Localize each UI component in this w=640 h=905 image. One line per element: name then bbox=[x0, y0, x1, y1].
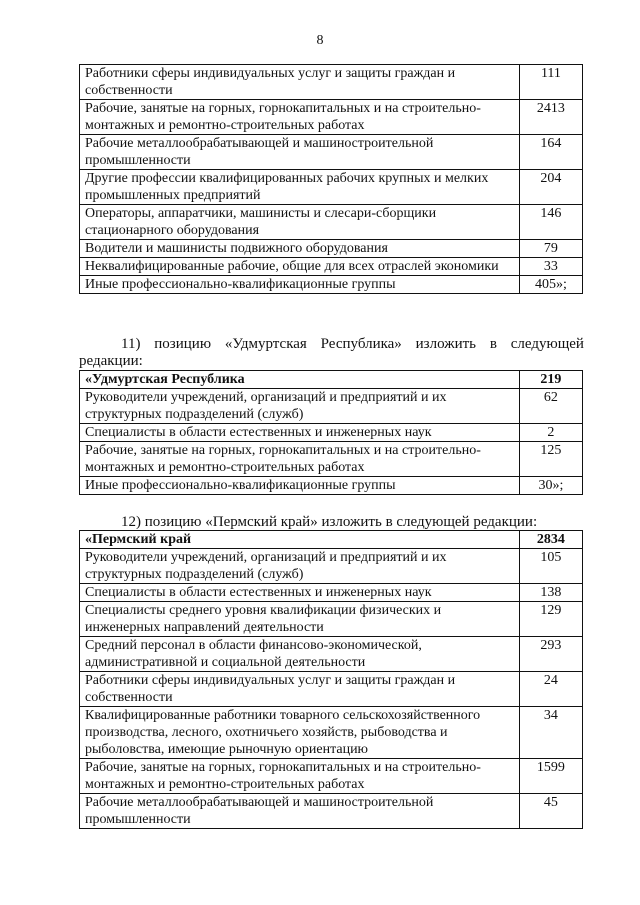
row-name: Другие профессии квалифицированных рабочих крупных и мелких промышленных предприятий bbox=[80, 170, 520, 205]
row-value: 2 bbox=[519, 424, 582, 442]
region-total: 219 bbox=[519, 371, 582, 389]
paragraph-line: редакции: bbox=[79, 353, 143, 369]
paragraph-word: «Удмуртская bbox=[224, 336, 307, 352]
row-value: 293 bbox=[519, 637, 582, 672]
row-value: 129 bbox=[519, 602, 582, 637]
table-header-row bbox=[80, 371, 583, 389]
paragraph-word: 11) bbox=[121, 336, 141, 352]
row-name: Средний персонал в области финансово-экономической, административной и социальной деятельности bbox=[80, 637, 520, 672]
row-value: 45 bbox=[519, 794, 582, 829]
table-row bbox=[80, 276, 583, 294]
table-row bbox=[80, 135, 583, 170]
table-row bbox=[80, 477, 583, 495]
table-row bbox=[80, 794, 583, 829]
table-row bbox=[80, 759, 583, 794]
paragraph-line bbox=[79, 336, 584, 353]
row-value: 24 bbox=[519, 672, 582, 707]
table-perm bbox=[79, 530, 583, 829]
row-value: 34 bbox=[519, 707, 582, 759]
row-value: 2413 bbox=[519, 100, 582, 135]
row-name: Иные профессионально-квалификационные группы bbox=[80, 477, 520, 495]
row-name: Рабочие металлообрабатывающей и машиностроительной промышленности bbox=[80, 794, 520, 829]
table-continued bbox=[79, 64, 583, 294]
region-total: 2834 bbox=[519, 531, 582, 549]
row-value: 204 bbox=[519, 170, 582, 205]
table-row bbox=[80, 65, 583, 100]
table-row bbox=[80, 100, 583, 135]
paragraph-word: позицию bbox=[154, 336, 212, 352]
row-name: Руководители учреждений, организаций и предприятий и их структурных подразделений (служб) bbox=[80, 389, 520, 424]
region-name: «Пермский край bbox=[80, 531, 520, 549]
row-value: 30»; bbox=[519, 477, 582, 495]
table-row bbox=[80, 549, 583, 584]
row-name: Работники сферы индивидуальных услуг и защиты граждан и собственности bbox=[80, 672, 520, 707]
paragraph-word: в bbox=[489, 336, 497, 352]
paragraph-item-12: 12) позицию «Пермский край» изложить в следующей редакции: bbox=[121, 514, 538, 530]
table-row bbox=[80, 637, 583, 672]
table-udmurt bbox=[79, 370, 583, 495]
row-name: Операторы, аппаратчики, машинисты и слесари-сборщики стационарного оборудования bbox=[80, 205, 520, 240]
row-value: 146 bbox=[519, 205, 582, 240]
table-row bbox=[80, 205, 583, 240]
row-name: Работники сферы индивидуальных услуг и защиты граждан и собственности bbox=[80, 65, 520, 100]
table-row bbox=[80, 170, 583, 205]
region-name: «Удмуртская Республика bbox=[80, 371, 520, 389]
table-row bbox=[80, 584, 583, 602]
row-name: Неквалифицированные рабочие, общие для всех отраслей экономики bbox=[80, 258, 520, 276]
paragraph-item-11 bbox=[79, 336, 584, 370]
row-name: Руководители учреждений, организаций и предприятий и их структурных подразделений (служб) bbox=[80, 549, 520, 584]
row-value: 111 bbox=[519, 65, 582, 100]
row-name: Специалисты в области естественных и инженерных наук bbox=[80, 584, 520, 602]
row-value: 62 bbox=[519, 389, 582, 424]
page-number: 8 bbox=[316, 33, 324, 48]
row-value: 79 bbox=[519, 240, 582, 258]
row-value: 1599 bbox=[519, 759, 582, 794]
paragraph-word: изложить bbox=[415, 336, 476, 352]
row-name: Рабочие, занятые на горных, горнокапитальных и на строительно-монтажных и ремонтно-строительных работах bbox=[80, 759, 520, 794]
row-value: 33 bbox=[519, 258, 582, 276]
table-row bbox=[80, 672, 583, 707]
table-row bbox=[80, 707, 583, 759]
row-value: 105 bbox=[519, 549, 582, 584]
row-name: Рабочие, занятые на горных, горнокапитальных и на строительно-монтажных и ремонтно-строительных работах bbox=[80, 442, 520, 477]
row-name: Специалисты среднего уровня квалификации физических и инженерных направлений деятельности bbox=[80, 602, 520, 637]
row-value: 164 bbox=[519, 135, 582, 170]
paragraph-word: Республика» bbox=[320, 336, 402, 352]
row-value: 405»; bbox=[519, 276, 582, 294]
row-name: Рабочие, занятые на горных, горнокапитальных и на строительно-монтажных и ремонтно-строительных работах bbox=[80, 100, 520, 135]
row-name: Рабочие металлообрабатывающей и машиностроительной промышленности bbox=[80, 135, 520, 170]
row-value: 125 bbox=[519, 442, 582, 477]
table-row bbox=[80, 602, 583, 637]
row-value: 138 bbox=[519, 584, 582, 602]
row-name: Квалифицированные работники товарного сельскохозяйственного производства, лесного, охотничьего хозяйств, рыбоводства и рыболовства, имеющие рыночную ориентацию bbox=[80, 707, 520, 759]
row-name: Иные профессионально-квалификационные группы bbox=[80, 276, 520, 294]
table-row bbox=[80, 424, 583, 442]
table-row bbox=[80, 240, 583, 258]
row-name: Водители и машинисты подвижного оборудования bbox=[80, 240, 520, 258]
paragraph-word: следующей bbox=[510, 336, 584, 352]
table-row bbox=[80, 442, 583, 477]
table-row bbox=[80, 258, 583, 276]
table-row bbox=[80, 389, 583, 424]
row-name: Специалисты в области естественных и инженерных наук bbox=[80, 424, 520, 442]
table-header-row bbox=[80, 531, 583, 549]
